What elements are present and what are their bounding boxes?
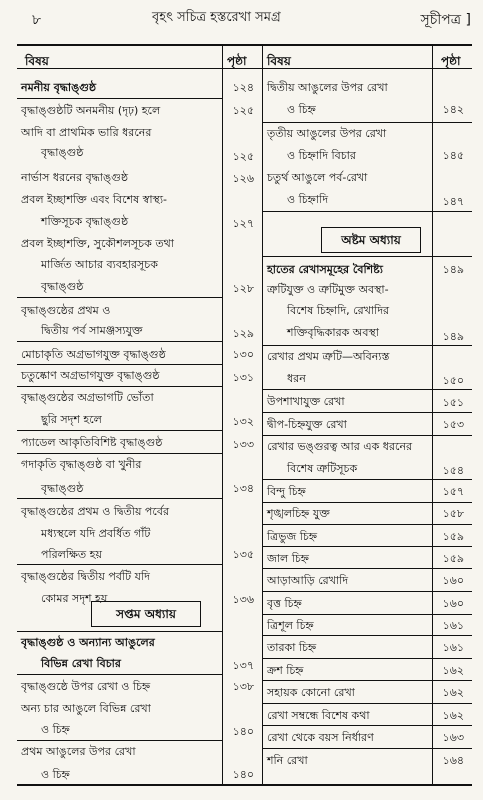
toc-table	[17, 44, 472, 786]
toc-entry-page: ১২৭	[232, 217, 254, 230]
chapter-7-heading: সপ্তম অধ্যায়	[91, 601, 201, 627]
toc-entry-page: ১২৫	[232, 150, 254, 163]
toc-entry-line: বিন্দু চিহ্ন	[267, 485, 306, 498]
toc-entry-line: বৃদ্ধাঙ্গুষ্ঠটি অনমনীয় (দৃঢ়) হলে	[21, 104, 161, 117]
toc-entry-page: ১৩১	[232, 371, 254, 384]
toc-entry-line: সহায়ক কোনো রেখা	[267, 686, 355, 699]
toc-entry-page: ১৫৯	[442, 530, 464, 543]
toc-entry-page: ১৬৩	[442, 731, 464, 744]
toc-entry-line: বিশেষ ত্রুটিসূচক	[287, 462, 358, 475]
toc-entry-line: ধরন	[287, 372, 306, 385]
toc-entry-line: ত্রিশূল চিহ্ন	[267, 619, 314, 632]
toc-entry-page: ১৪৯	[442, 263, 464, 276]
toc-entry-line: বিশেষ চিহ্নাদি, রেখাদির	[287, 304, 390, 317]
toc-entry-line: শৃঙ্খলচিহ্ন যুক্ত	[267, 507, 330, 520]
toc-entry-page: ১৬২	[442, 709, 464, 722]
toc-entry-page: ১৬৪	[442, 754, 464, 767]
toc-entry-page: ১৩০	[232, 348, 254, 361]
toc-entry-line: শনি রেখা	[267, 754, 308, 767]
toc-entry-line: উপশাখাযুক্ত রেখা	[267, 395, 345, 408]
toc-entry-line: মধ্যস্থলে যদি প্রবর্ধিত গাঁট	[41, 527, 151, 540]
toc-entry-page: ১৩৩	[232, 438, 254, 451]
column-divider	[432, 46, 433, 784]
toc-entry-page: ১৬০	[442, 574, 464, 587]
toc-entry-title: বৃদ্ধাঙ্গুষ্ঠ ও অন্যান্য আঙুলের	[21, 636, 155, 649]
toc-entry-page: ১৫৯	[442, 552, 464, 565]
toc-entry-page: ১৪০	[232, 725, 254, 738]
toc-entry-page: ১৪৫	[442, 149, 464, 162]
toc-entry-page: ১৩৮	[232, 680, 254, 693]
toc-entry-line: ও চিহ্নাদি	[287, 193, 328, 206]
toc-entry-page: ১৫১	[442, 396, 464, 409]
toc-entry-page: ১৬২	[442, 664, 464, 677]
toc-entry-line: বৃদ্ধাঙ্গুষ্ঠে উপর রেখা ও চিহ্ন	[21, 680, 151, 693]
toc-entry-page: ১৩৫	[232, 548, 254, 561]
book-title: বৃহৎ সচিত্র হস্তরেখা সমগ্র	[152, 10, 281, 25]
toc-entry-line: ক্রশ চিহ্ন	[267, 664, 304, 677]
toc-entry-title: বিভিন্ন রেখা বিচার	[41, 657, 121, 670]
toc-entry-line: রেখা থেকে বয়স নির্ধারণ	[267, 731, 374, 744]
toc-entry-line: ও চিহ্নাদি বিচার	[287, 149, 356, 162]
toc-entry-page: ১২৬	[232, 172, 254, 185]
toc-entry-line: ত্রিভুজ চিহ্ন	[267, 530, 318, 543]
toc-entry-line: শক্তিবৃদ্ধিকারক অবস্থা	[287, 326, 379, 339]
toc-entry-line: বৃদ্ধাঙ্গুষ্ঠ	[41, 146, 84, 159]
column-divider-center	[262, 46, 263, 784]
toc-entry-line: আড়াআড়ি রেখাদি	[267, 574, 349, 587]
toc-entry-line: চতুর্থ আঙুলে পর্ব-রেখা	[267, 171, 368, 184]
toc-entry-page: ১৫৩	[442, 418, 464, 431]
toc-entry-line: পরিলক্ষিত হয়	[41, 548, 102, 561]
toc-entry-page: ১৩২	[232, 415, 254, 428]
toc-entry-page: ১৬১	[442, 619, 464, 632]
toc-entry-page: ১৪৭	[442, 195, 464, 208]
toc-entry-page: ১৪৯	[442, 330, 464, 343]
toc-entry-line: প্যাডেল আকৃতিবিশিষ্ট বৃদ্ধাঙ্গুষ্ঠ	[21, 436, 163, 449]
toc-entry-line: কোমর সদৃশ হয়	[41, 592, 108, 605]
toc-entry-line: অন্য চার আঙুলে বিভিন্ন রেখা	[21, 702, 151, 715]
toc-entry-page: ১৫০	[442, 374, 464, 387]
toc-entry-line: বৃদ্ধাঙ্গুষ্ঠ	[41, 482, 84, 495]
subject-header-right: বিষয়	[267, 54, 291, 68]
page-number: ৮	[32, 12, 42, 28]
column-divider	[222, 46, 223, 784]
toc-entry-line: গদাকৃতি বৃদ্ধাঙ্গুষ্ঠ বা খুনীর	[21, 458, 142, 471]
toc-entry-line: তৃতীয় আঙুলের উপর রেখা	[267, 127, 387, 140]
toc-entry-line: প্রবল ইচ্ছাশক্তি, সুকৌশলসূচক তথা	[21, 237, 174, 250]
toc-entry-title: নমনীয় বৃদ্ধাঙ্গুষ্ঠ	[21, 81, 97, 94]
toc-entry-line: রেখার ভঙ্গুরত্ব আর এক ধরনের	[267, 440, 413, 453]
toc-entry-page: ১৩৬	[232, 593, 254, 606]
toc-entry-line: মার্জিত আচার ব্যবহারসূচক	[41, 258, 158, 271]
toc-entry-title: হাতের রেখাসমূহের বৈশিষ্ট্য	[267, 263, 383, 276]
subject-header-left: বিষয়	[25, 54, 49, 68]
page-header	[0, 0, 483, 40]
chapter-8-heading: অষ্টম অধ্যায়	[321, 227, 421, 253]
toc-entry-line: চতুষ্কোণ অগ্রভাগযুক্ত বৃদ্ধাঙ্গুষ্ঠ	[21, 369, 160, 382]
toc-entry-page: ১৬১	[442, 641, 464, 654]
toc-entry-page: ১৪২	[442, 103, 464, 116]
toc-entry-page: ১৩৭	[232, 659, 254, 672]
toc-entry-line: বৃদ্ধাঙ্গুষ্ঠের প্রথম ও	[21, 304, 111, 317]
toc-entry-line: ত্রুটিযুক্ত ও ত্রুটিমুক্ত অবস্থা-	[267, 283, 389, 296]
toc-entry-line: বৃত্ত চিহ্ন	[267, 597, 302, 610]
toc-entry-line: ও চিহ্ন	[41, 723, 70, 736]
toc-entry-page: ১৫৮	[442, 507, 464, 520]
toc-entry-page: ১৫৪	[442, 464, 464, 477]
toc-entry-line: প্রথম আঙুলের উপর রেখা	[21, 745, 136, 758]
toc-entry-line: ছুরি সদৃশ হলে	[41, 413, 102, 426]
toc-entry-line: মোচাকৃতি অগ্রভাগযুক্ত বৃদ্ধাঙ্গুষ্ঠ	[21, 348, 166, 361]
toc-entry-line: ও চিহ্ন	[41, 768, 70, 781]
toc-entry-line: রেখার প্রথম ত্রুটি—অবিন্যস্ত	[267, 350, 390, 363]
toc-entry-page: ১২৫	[232, 104, 254, 117]
toc-entry-page: ১২৮	[232, 282, 254, 295]
toc-entry-page: ১৩৪	[232, 482, 254, 495]
toc-entry-page: ১৬০	[442, 597, 464, 610]
toc-entry-page: ১৪০	[232, 768, 254, 781]
page-header-right: পৃষ্ঠা	[441, 54, 461, 68]
page-header-left: পৃষ্ঠা	[227, 54, 247, 68]
toc-entry-line: ও চিহ্ন	[287, 103, 316, 116]
toc-entry-line: বৃদ্ধাঙ্গুষ্ঠের অগ্রভাগটি ভোঁতা	[21, 391, 154, 404]
toc-entry-line: আদি বা প্রাথমিক ভারি ধরনের	[21, 126, 152, 139]
toc-entry-line: জাল চিহ্ন	[267, 552, 309, 565]
toc-entry-line: নার্ভাস ধরনের বৃদ্ধাঙ্গুষ্ঠ	[21, 171, 129, 184]
toc-entry-page: ১২৯	[232, 327, 254, 340]
toc-entry-line: দ্বিতীয় পর্ব সামঞ্জস্যযুক্ত	[41, 324, 143, 337]
section-label: সূচীপত্র ]	[420, 12, 471, 28]
toc-entry-line: প্রবল ইচ্ছাশক্তি এবং বিশেষ স্বাস্থ্য-	[21, 193, 167, 206]
toc-entry-page: ১৫৭	[442, 485, 464, 498]
toc-entry-line: তারকা চিহ্ন	[267, 641, 317, 654]
toc-entry-line: শক্তিসূচক বৃদ্ধাঙ্গুষ্ঠ	[41, 215, 129, 228]
toc-entry-line: দ্বিতীয় আঙুলের উপর রেখা	[267, 81, 388, 94]
toc-entry-line: দ্বীপ-চিহ্নযুক্ত রেখা	[267, 418, 347, 431]
toc-entry-page: ১২৪	[232, 81, 254, 94]
toc-entry-line: বৃদ্ধাঙ্গুষ্ঠের প্রথম ও দ্বিতীয় পর্বের	[21, 505, 169, 518]
toc-entry-line: বৃদ্ধাঙ্গুষ্ঠের দ্বিতীয় পর্বটি যদি	[21, 570, 150, 583]
toc-entry-page: ১৬২	[442, 686, 464, 699]
toc-entry-line: বৃদ্ধাঙ্গুষ্ঠ	[41, 280, 84, 293]
toc-entry-line: রেখা সম্বন্ধে বিশেষ কথা	[267, 709, 370, 722]
